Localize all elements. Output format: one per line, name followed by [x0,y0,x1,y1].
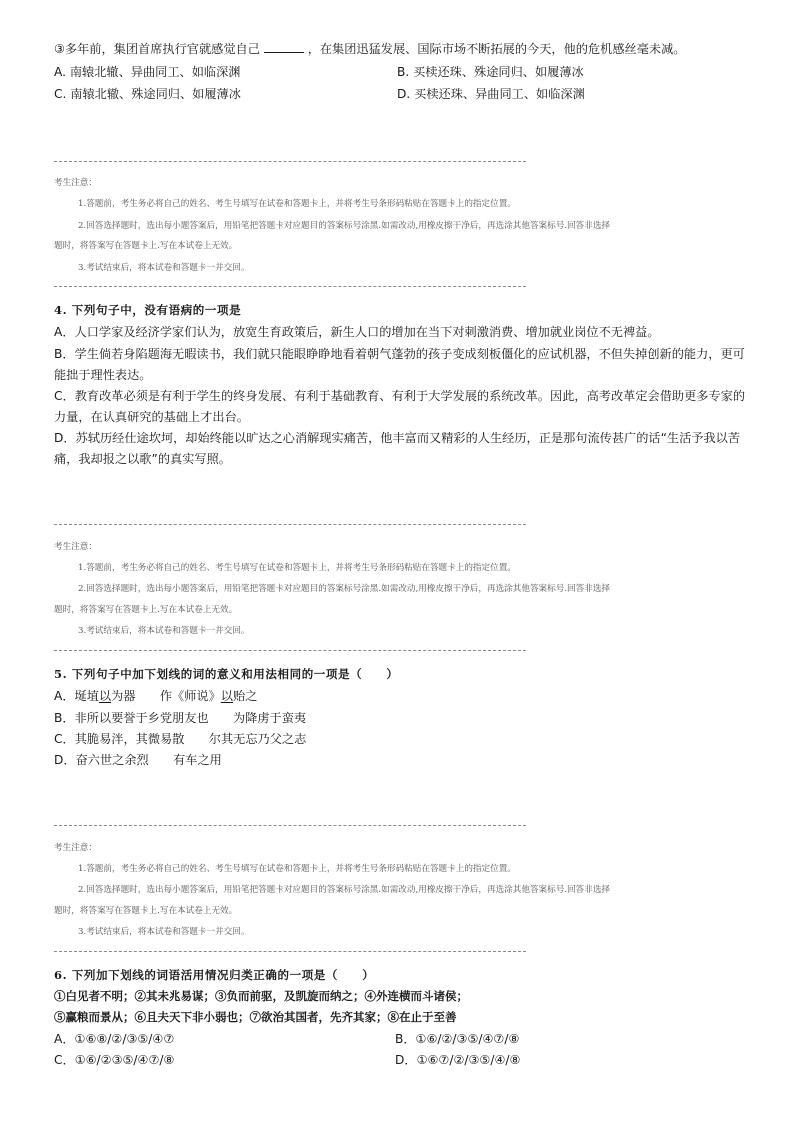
q5-option-a[interactable] [54,687,257,704]
q3-option-b[interactable]: B. 买椟还珠、殊途同归、如履薄冰 [397,65,584,79]
notice-title: 考生注意： [54,542,97,552]
q4-option-a[interactable]: A．人口学家及经济学家们认为，放宽生育政策后，新生人口的增加在当下对刺激消费、增加就业岗位不无裨益。 [54,325,660,339]
q3-blank [264,40,304,53]
divider [54,650,526,651]
divider [54,286,526,287]
q3-stem-suffix: ，在集团迅猛发展、国际市场不断拓展的今天，他的危机感丝毫未减。 [307,42,686,56]
notice-item-3: 3.考试结束后，将本试卷和答题卡一并交回。 [78,927,250,937]
q6-option-a[interactable]: A．①⑥⑧/②/③⑤/④⑦ [54,1032,175,1046]
q6-sentences-line-1: ①白见者不明；②其未兆易谋；③负而前驱，及凯旋而纳之；④外连横而斗诸侯； [54,989,468,1003]
notice-title: 考生注意： [54,843,97,853]
q5-a-underlined-1: 以 [98,689,112,703]
q5-option-b[interactable]: B．非所以要誉于乡党朋友也 为降虏于蛮夷 [54,711,307,725]
notice-item-1: 1.答题前，考生务必将自己的姓名、考生号填写在试卷和答题卡上，并将考生号条形码粘贴在答题卡上的指定位置。 [78,563,516,573]
q4-option-b[interactable]: B．学生倘若身陷题海无暇读书，我们就只能眼睁睁地看着朝气蓬勃的孩子变成刻板僵化的应试机器，不但失掉创新的能力，更可 [54,347,745,361]
notice-item-2-cont: 题时，将答案写在答题卡上.写在本试卷上无效。 [54,241,238,251]
divider [54,161,526,162]
q6-sentences-line-2: ⑤赢粮而景从；⑥且夫天下非小弱也；⑦欲治其国者，先齐其家；⑧在止于至善 [54,1010,457,1024]
divider [54,951,526,952]
notice-item-1: 1.答题前，考生务必将自己的姓名、考生号填写在试卷和答题卡上，并将考生号条形码粘贴在答题卡上的指定位置。 [78,864,516,874]
q6-option-b[interactable]: B．①⑥/②/③⑤/④⑦/⑧ [395,1032,520,1046]
notice-item-3: 3.考试结束后，将本试卷和答题卡一并交回。 [78,263,250,273]
q3-stem-prefix: ③多年前，集团首席执行官就感觉自己 [54,42,260,56]
q5-a-pre: A．埏埴 [54,689,99,703]
q6-option-c[interactable]: C．①⑥/②③⑤/④⑦/⑧ [54,1053,175,1067]
q5-option-c[interactable]: C．其脆易泮，其微易散 尔其无忘乃父之志 [54,732,307,746]
q6-option-d[interactable]: D．①⑥⑦/②/③⑤/④/⑧ [395,1053,521,1067]
q5-a-mid: 为器 作《师说》 [111,689,221,703]
divider [54,524,526,525]
q5-title: 5. 下列句子中加下划线的词的意义和用法相同的一项是（ ） [54,667,399,681]
q5-a-underlined-2: 以 [220,689,233,703]
notice-item-2: 2.回答选择题时，选出每小题答案后，用铅笔把答题卡对应题目的答案标号涂黑.如需改动,用橡皮擦干净后，再选涂其他答案标号.回答非选择 [78,221,611,231]
q3-option-c[interactable]: C. 南辕北辙、殊途同归、如履薄冰 [54,87,241,101]
q5-a-post: 贻之 [232,689,258,703]
q6-title: 6. 下列加下划线的词语活用情况归类正确的一项是（ ） [54,968,375,982]
q3-option-d[interactable]: D. 买椟还珠、异曲同工、如临深渊 [397,87,585,101]
notice-item-2: 2.回答选择题时，选出每小题答案后，用铅笔把答题卡对应题目的答案标号涂黑.如需改动,用橡皮擦干净后，再选涂其他答案标号.回答非选择 [78,885,611,895]
q5-option-d[interactable]: D．奋六世之余烈 有车之用 [54,753,222,767]
q4-option-c[interactable]: C．教育改革必须是有利于学生的终身发展、有利于基础教育、有利于大学发展的系统改革。因此，高考改革定会借助更多专家的 [54,389,746,403]
notice-item-2: 2.回答选择题时，选出每小题答案后，用铅笔把答题卡对应题目的答案标号涂黑.如需改动,用橡皮擦干净后，再选涂其他答案标号.回答非选择 [78,584,611,594]
divider [54,825,526,826]
q4-option-c-cont: 力量，在认真研究的基础上才出台。 [54,410,249,424]
notice-item-2-cont: 题时，将答案写在答题卡上.写在本试卷上无效。 [54,906,238,916]
q4-option-d[interactable]: D．苏轼历经仕途坎坷，却始终能以旷达之心消解现实痛苦，他丰富而又精彩的人生经历，正是那句流传甚广的话“生活予我以苦 [54,431,741,445]
q3-stem [54,40,686,57]
notice-item-1: 1.答题前，考生务必将自己的姓名、考生号填写在试卷和答题卡上，并将考生号条形码粘贴在答题卡上的指定位置。 [78,199,516,209]
q4-option-b-cont: 能拙于理性表达。 [54,368,152,382]
notice-item-2-cont: 题时，将答案写在答题卡上.写在本试卷上无效。 [54,605,238,615]
q3-option-a[interactable]: A. 南辕北辙、异曲同工、如临深渊 [54,65,241,79]
notice-title: 考生注意： [54,178,97,188]
q4-option-d-cont: 痛，我却报之以歌”的真实写照。 [54,452,231,466]
notice-item-3: 3.考试结束后，将本试卷和答题卡一并交回。 [78,626,250,636]
q4-title: 4. 下列句子中，没有语病的一项是 [54,303,242,317]
